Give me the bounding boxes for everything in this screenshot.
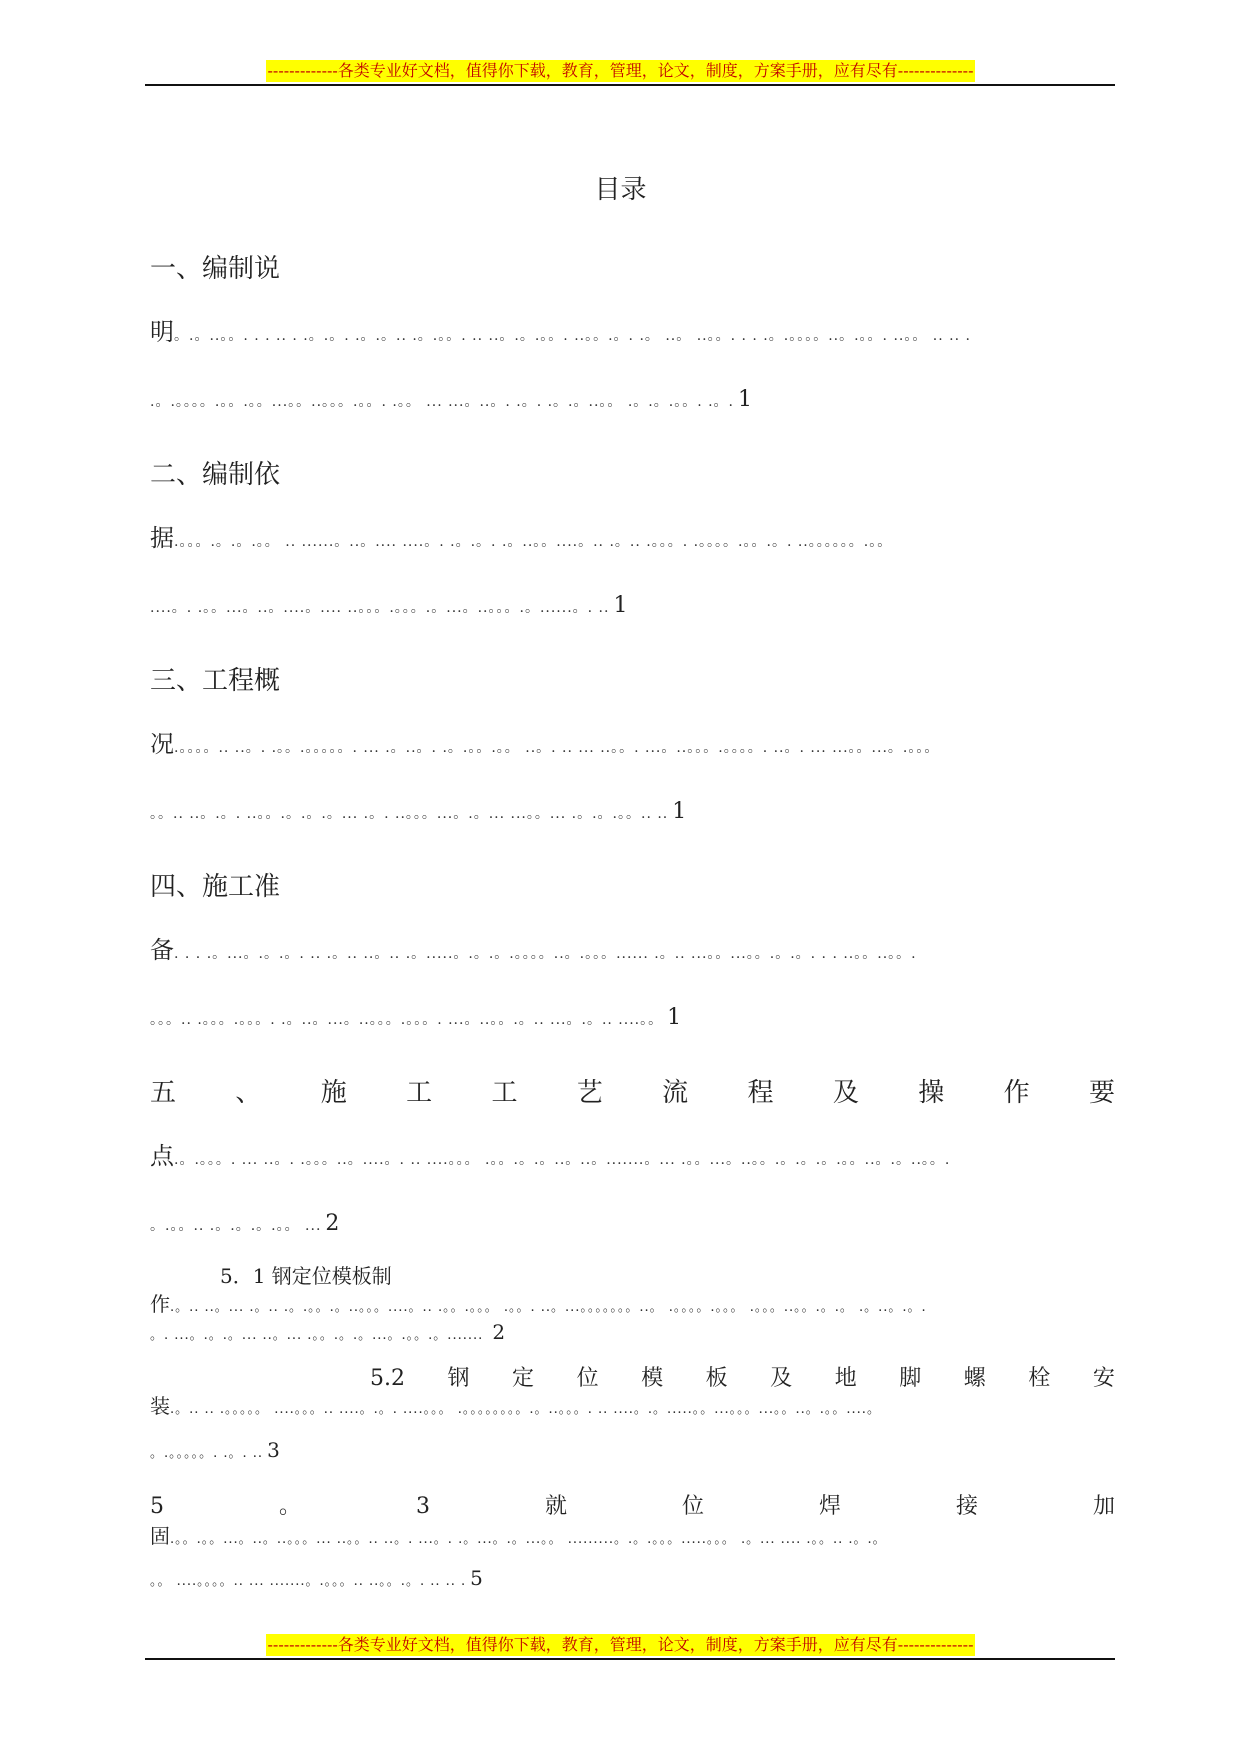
toc-entry-5-1-dots2: 。. ...。.。.。... ..。... .。。.。.。...。.。。.。....... bbox=[150, 1328, 489, 1343]
toc-heading-5-3-char: 。 bbox=[278, 1494, 301, 1519]
toc-entry-5-line2[interactable] bbox=[150, 1206, 1115, 1242]
toc-heading-5-2-char: 板 bbox=[705, 1366, 728, 1391]
toc-entry-4-lead: 备 bbox=[150, 936, 174, 964]
toc-heading-5-char: 五 bbox=[150, 1078, 177, 1108]
toc-entry-3-page: 1 bbox=[672, 799, 687, 824]
toc-entry-5-3-page: 5 bbox=[470, 1566, 483, 1590]
toc-heading-2: 二、编制依 bbox=[150, 460, 281, 490]
footer-banner bbox=[0, 1634, 1241, 1656]
page-title: 目录 bbox=[594, 175, 647, 205]
toc-entry-5-1-dots: .。.. ..。... .。.. .。.。。.。..。。。....。.. .。。.。。。 .。。. ..。...。。。。。。。..。 .。。。。.。。。 .。。。..。。.。.。 .。..。.。. bbox=[170, 1300, 927, 1315]
header-banner-text: -------------各类专业好文档，值得你下载，教育，管理，论文，制度，方案手册，应有尽有-------------- bbox=[267, 61, 974, 80]
toc-entry-2-dots2: ....。. .。。...。..。....。.... ..。。。.。。。.。...。..。。。.。......。. .. bbox=[150, 600, 610, 616]
toc-heading-4: 四、施工准 bbox=[150, 872, 281, 902]
toc-heading-5-3-char: 加 bbox=[1092, 1494, 1115, 1519]
toc-entry-4-dots: . . . .。...。.。.。. .. .。.. ..。.. .。.....。.。.。.。。。。..。.。。。...... .。.. ...。。...。。.。.。. . . ..。。..。。. bbox=[174, 946, 917, 962]
footer-banner-text: -------------各类专业好文档，值得你下载，教育，管理，论文，制度，方案手册，应有尽有-------------- bbox=[267, 1635, 974, 1654]
toc-entry-5-3-line2[interactable] bbox=[150, 1564, 1115, 1596]
toc-entry-4-page: 1 bbox=[667, 1005, 682, 1030]
toc-heading-5-2-char: 5.2 bbox=[370, 1366, 405, 1391]
toc-entry-5-2-page: 3 bbox=[267, 1438, 280, 1462]
toc-heading-5-3-char: 接 bbox=[955, 1494, 978, 1519]
toc-heading-5-2-char: 模 bbox=[641, 1366, 664, 1391]
toc-entry-5-dots2: 。.。。.. .。.。.。.。。 ... bbox=[150, 1218, 322, 1234]
toc-entry-5-lead: 点 bbox=[150, 1142, 174, 1170]
toc-entry-4-line1[interactable] bbox=[150, 934, 1115, 970]
toc-entry-2-line2[interactable] bbox=[150, 588, 1115, 624]
toc-entry-1-line2[interactable] bbox=[150, 382, 1115, 418]
toc-heading-5-char: 流 bbox=[662, 1078, 689, 1108]
toc-heading-5-3-char: 3 bbox=[415, 1494, 430, 1519]
toc-heading-1: 一、编制说 bbox=[150, 254, 281, 284]
toc-entry-5-page: 2 bbox=[325, 1211, 340, 1236]
toc-heading-5-char: 工 bbox=[406, 1078, 433, 1108]
toc-heading-5-2-char: 脚 bbox=[899, 1366, 922, 1391]
toc-entry-3-line1[interactable] bbox=[150, 728, 1115, 764]
toc-entry-5-line1[interactable] bbox=[150, 1140, 1115, 1176]
toc-heading-5-char: 工 bbox=[491, 1078, 518, 1108]
toc-entry-5-1-page: 2 bbox=[492, 1320, 506, 1344]
toc-heading-5-2-char: 位 bbox=[576, 1366, 599, 1391]
toc-heading-5-2-char: 定 bbox=[512, 1366, 535, 1391]
toc-heading-5-2-char: 钢 bbox=[447, 1366, 470, 1391]
toc-entry-5-3-line1[interactable] bbox=[150, 1522, 1115, 1554]
toc-entry-2-page: 1 bbox=[613, 593, 628, 618]
toc-entry-5-dots: .。.。。。. ... ..。. .。。。..。....。. .. ....。。。 .。。.。.。..。..。.......。... .。。...。..。。.。.。.。.。。..。.。..。。. bbox=[174, 1152, 951, 1168]
toc-heading-5-3-char: 焊 bbox=[818, 1494, 841, 1519]
toc-heading-5-2 bbox=[370, 1362, 1115, 1396]
toc-heading-5 bbox=[150, 1076, 1115, 1110]
toc-heading-5-2-char: 安 bbox=[1092, 1366, 1115, 1391]
toc-entry-2-line1[interactable] bbox=[150, 522, 1115, 558]
toc-heading-5-3-char: 5 bbox=[150, 1494, 164, 1519]
footer-rule bbox=[145, 1658, 1115, 1660]
toc-entry-5-2-dots2: 。.。。。。。. .。. .. bbox=[150, 1446, 264, 1461]
toc-entry-5-2-lead: 装 bbox=[150, 1394, 170, 1418]
toc-entry-1-page: 1 bbox=[738, 387, 753, 412]
toc-entry-1-dots2: .。.。。。。.。。.。。...。。..。。。.。。. .。。 ... ...。..。. .。. .。.。..。。 .。.。.。。. .。. bbox=[150, 394, 735, 410]
header-banner bbox=[0, 60, 1241, 82]
toc-entry-5-3-dots: .。。.。。...。..。..。。。... ..。。.. ..。. ...。. .。...。.。...。。 .........。.。.。。。.....。。。 .。... .... .。。.. .。.。 bbox=[170, 1532, 887, 1547]
toc-entry-5-2-line1[interactable] bbox=[150, 1392, 1115, 1424]
toc-entry-1-dots: 。.。..。。. . . .. . .。.。. .。.。.. .。.。。. .. ..。.。.。。. ..。。.。. .。 ..。 ..。。. . . .。.。。。。..。.。。. ..。。 .. .. . bbox=[174, 328, 971, 344]
toc-entry-5-1-lead: 作 bbox=[150, 1292, 170, 1316]
toc-entry-3-dots2: 。。.. ..。.。. ..。。.。.。.。... .。. ..。。。...。.。... ...。。... .。.。.。。.. .. bbox=[150, 806, 669, 822]
toc-heading-5-3-char: 位 bbox=[681, 1494, 704, 1519]
toc-heading-5-2-char: 地 bbox=[834, 1366, 857, 1391]
toc-heading-5-3 bbox=[150, 1490, 1115, 1524]
toc-entry-4-line2[interactable] bbox=[150, 1000, 1115, 1036]
toc-heading-5-3-char: 就 bbox=[544, 1494, 567, 1519]
toc-heading-5-char: 及 bbox=[832, 1078, 859, 1108]
toc-entry-2-dots: .。。。.。.。.。。 .. ......。..。.... ....。. .。.。. .。..。。....。.. .。.. .。。。. .。。。。.。。.。. ..。。。。。。.。。 bbox=[174, 534, 893, 550]
toc-entry-5-3-dots2: 。。 ....。。。。.. ... .......。.。。。.. ..。。.。. .. .. . bbox=[150, 1574, 467, 1589]
toc-heading-5-char: 艺 bbox=[576, 1078, 603, 1108]
toc-heading-5-char: 操 bbox=[918, 1078, 945, 1108]
header-rule bbox=[145, 84, 1115, 86]
toc-entry-5-2-line2[interactable] bbox=[150, 1436, 1115, 1468]
toc-entry-3-line2[interactable] bbox=[150, 794, 1115, 830]
toc-heading-5-char: 要 bbox=[1088, 1078, 1115, 1108]
toc-heading-5-2-char: 螺 bbox=[963, 1366, 986, 1391]
toc-heading-5-1: 5．1 钢定位模板制 bbox=[220, 1264, 392, 1288]
toc-heading-5-2-char: 栓 bbox=[1028, 1366, 1051, 1391]
toc-entry-5-3-lead: 固 bbox=[150, 1524, 170, 1548]
toc-entry-2-lead: 据 bbox=[150, 524, 174, 552]
toc-entry-4-dots2: 。。。.. .。。。.。。。. .。..。...。..。。。.。。。. ...。..。。.。.. ...。.。.. ....。。 bbox=[150, 1012, 664, 1028]
toc-entry-5-2-dots: .。.. .. .。。。。。 ....。。。.. ....。.。. ....。。。 .。。。。。。。。.。..。。。. .. ....。.。.....。。...。。。...。。..。.。。....。 bbox=[170, 1402, 881, 1417]
toc-entry-3-lead: 况 bbox=[150, 730, 174, 758]
toc-heading-3: 三、工程概 bbox=[150, 666, 281, 696]
toc-entry-3-dots: .。。。。.. ..。. .。。.。。。。。. ... .。..。. .。.。。.。。 ..。. .. ... ..。。. ...。..。。。.。。。。. ..。. ... ...。。...。.。。。 bbox=[174, 740, 940, 756]
toc-heading-5-char: 程 bbox=[747, 1078, 774, 1108]
toc-entry-5-1-line2[interactable] bbox=[150, 1318, 1115, 1350]
toc-heading-5-char: 作 bbox=[1003, 1078, 1030, 1108]
toc-heading-5-char: 施 bbox=[320, 1078, 347, 1108]
toc-heading-5-char: 、 bbox=[235, 1078, 262, 1108]
toc-entry-1-lead: 明 bbox=[150, 318, 174, 346]
toc-entry-1-line1[interactable] bbox=[150, 316, 1115, 352]
toc-heading-5-2-char: 及 bbox=[770, 1366, 793, 1391]
